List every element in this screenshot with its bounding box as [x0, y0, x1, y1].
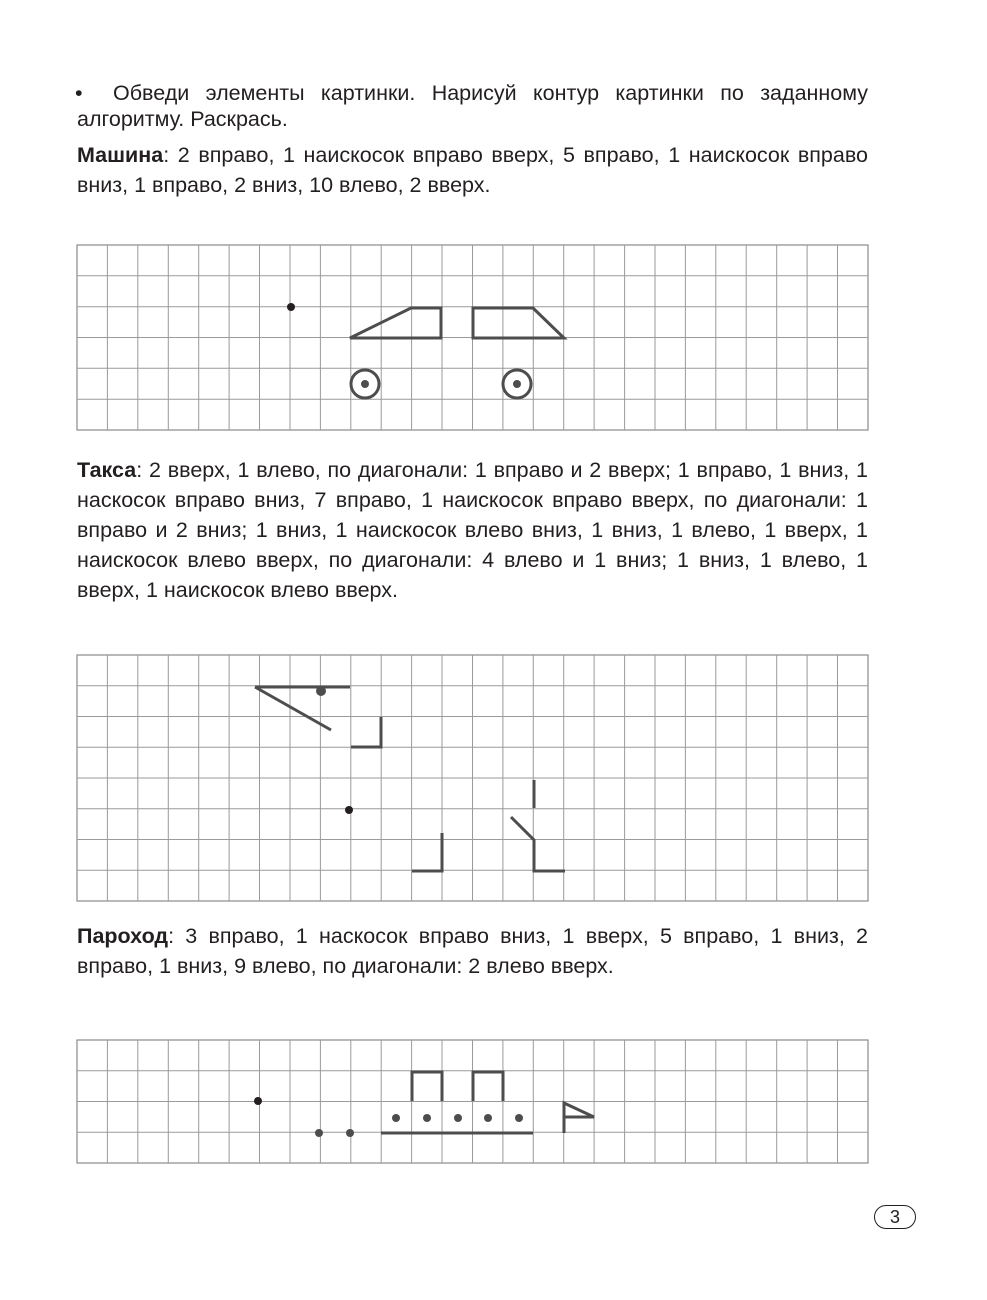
hint-dot — [346, 1129, 354, 1137]
task-dachshund-title: Такса — [77, 458, 137, 482]
start-dot — [254, 1097, 262, 1105]
grid-steamship[interactable] — [77, 1040, 868, 1163]
task-steamship-text: 3 вправо, 1 наскосок вправо вниз, 1 вверх, 5 вправо, 1 вниз, 2 вправо, 1 вниз, 9 влево, по диагонали: 2 влево вверх. — [77, 924, 868, 978]
task-car-title: Машина — [77, 143, 164, 167]
task-steamship-title: Пароход — [77, 924, 169, 948]
start-dot — [345, 806, 353, 814]
dog-eye — [316, 686, 326, 696]
grid-dachshund[interactable] — [77, 655, 868, 901]
task-dachshund-text: 2 вверх, 1 влево, по диагонали: 1 вправо и 2 вверх; 1 вправо, 1 вниз, 1 наскосок вправо вниз, 7 вправо, 1 наискосок вправо вверх, по диагонали: 1 вправо и 2 вниз; 1 вниз, 1 наискосок влево вниз, 1 вниз, 1 влево, 1 вверх, 1 наискосок влево вверх, по диагонали: 4 влево и 1 вниз; 1 вниз, 1 влево, 1 вверх, 1 наискосок влево вверх. — [77, 458, 868, 602]
instruction-text: Обведи элементы картинки. Нарисуй контур картинки по заданному алгоритму. Раскрась. — [77, 81, 868, 131]
task-car-separator: : — [163, 143, 170, 167]
start-dot — [287, 303, 295, 311]
hint-dot — [315, 1129, 323, 1137]
task-car-text: 2 вправо, 1 наискосок вправо вверх, 5 вправо, 1 наискосок вправо вниз, 1 вправо, 2 вниз, 10 влево, 2 вверх. — [77, 143, 868, 197]
bullet: • — [75, 81, 83, 105]
task-steamship-separator: : — [168, 924, 175, 948]
task-dachshund-separator: : — [136, 458, 143, 482]
page-number: 3 — [874, 1205, 916, 1229]
